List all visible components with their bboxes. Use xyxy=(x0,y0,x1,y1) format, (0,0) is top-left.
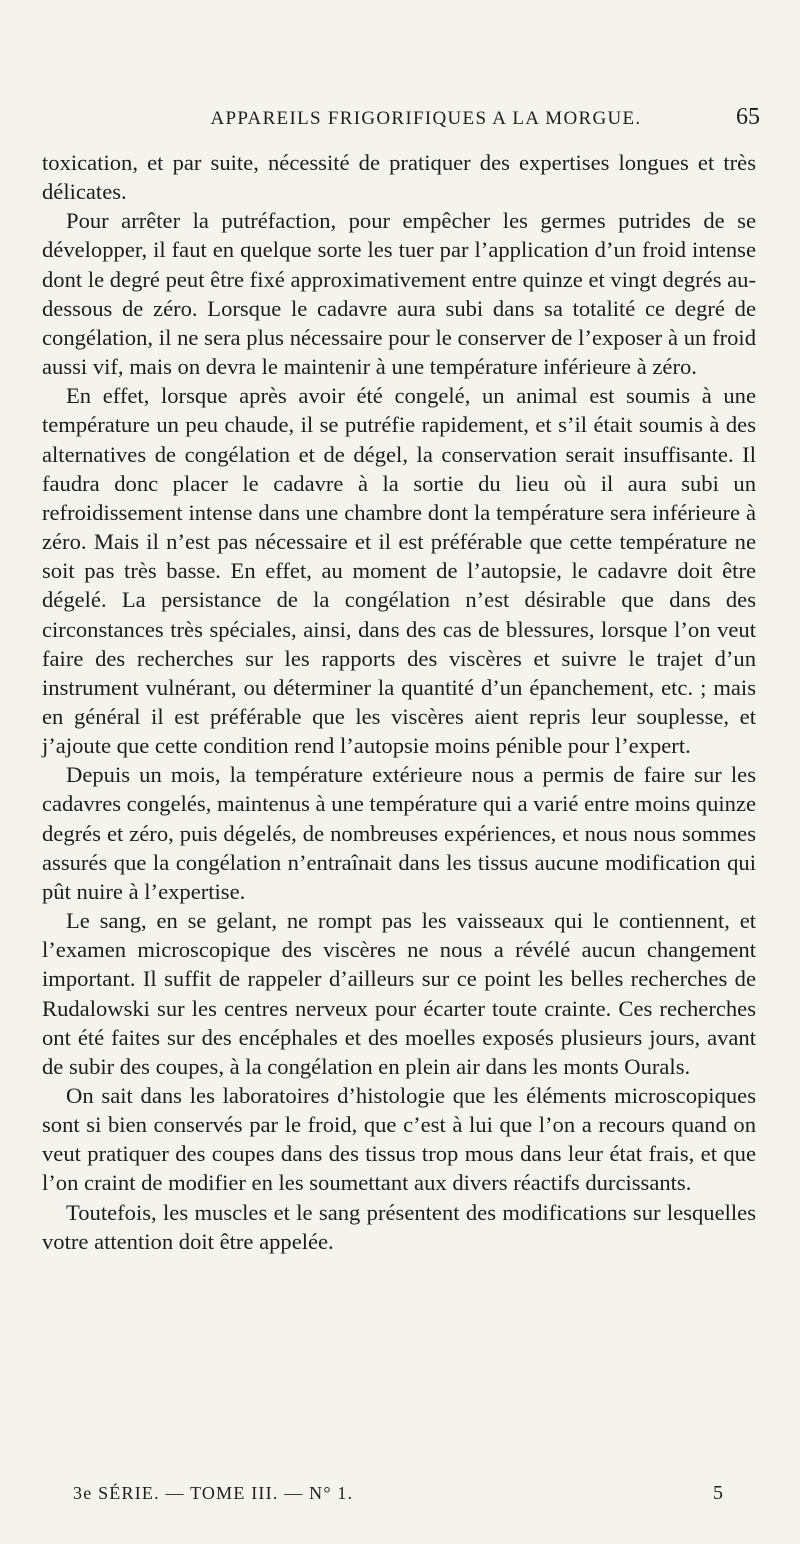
signature-mark: 5 xyxy=(713,1482,723,1504)
paragraph: Pour arrêter la putréfaction, pour empêcher les germes putrides de se développer, il faut en quelque sorte les tuer par l’application d’un froid intense dont le degré peut être fixé approximativement entre quinze et vingt degrés au-dessous de zéro. Lorsque le cadavre aura subi dans sa totalité ce degré de congélation, il ne sera plus nécessaire pour le conserver de l’exposer à un froid aussi vif, mais on devra le maintenir à une température inférieure à zéro. xyxy=(42,208,756,380)
paragraph: Le sang, en se gelant, ne rompt pas les vaisseaux qui le contiennent, et l’examen microscopique des viscères ne nous a révélé aucun changement important. Il suffit de rappeler d’ailleurs sur ce point les belles recherches de Rudalowski sur les centres nerveux pour écarter toute crainte. Ces recherches ont été faites sur des encéphales et des moelles exposés plusieurs jours, avant de subir des coupes, à la congélation en plein air dans les monts Ourals. xyxy=(42,908,756,1079)
body-text xyxy=(42,148,756,1256)
series-info: 3e SÉRIE. — TOME III. — N° 1. xyxy=(73,1483,354,1503)
running-header xyxy=(42,104,768,144)
paragraph: toxication, et par suite, nécessité de pratiquer des expertises longues et très délicates. xyxy=(42,150,756,205)
paragraph: En effet, lorsque après avoir été congelé, un animal est soumis à une température un peu chaude, il se putréfie rapidement, et s’il était soumis à des alternatives de congélation et de dégel, la conservation serait insuffisante. Il faudra donc placer le cadavre à la sortie du lieu où il aura subi un refroidissement intense dans une chambre dont la température sera inférieure à zéro. Mais il n’est pas nécessaire et il est préférable que cette température ne soit pas très basse. En effet, au moment de l’autopsie, le cadavre doit être dégelé. La persistance de la congélation n’est désirable que dans des circonstances très spéciales, ainsi, dans des cas de blessures, lorsque l’on veut faire des recherches sur les rapports des viscères et suivre le trajet d’un instrument vulnérant, ou déterminer la quantité d’un épanchement, etc. ; mais en général il est préférable que les viscères aient repris leur souplesse, et j’ajoute que cette condition rend l’autopsie moins pénible pour l’expert. xyxy=(42,383,756,759)
page-footer xyxy=(73,1483,723,1511)
paragraph: Toutefois, les muscles et le sang présentent des modifications sur lesquelles votre attention doit être appelée. xyxy=(42,1199,756,1254)
page-number: 65 xyxy=(736,104,760,130)
paragraph: Depuis un mois, la température extérieure nous a permis de faire sur les cadavres congelés, maintenus à une température qui a varié entre moins quinze degrés et zéro, puis dégelés, de nombreuses expériences, et nous nous sommes assurés que la congélation n’entraînait dans les tissus aucune modification qui pût nuire à l’expertise. xyxy=(42,762,756,904)
running-title: APPAREILS FRIGORIFIQUES A LA MORGUE. xyxy=(210,108,642,129)
paragraph: On sait dans les laboratoires d’histologie que les éléments microscopiques sont si bien conservés par le froid, que c’est à lui que l’on a recours quand on veut pratiquer des coupes dans des tissus trop mous dans leur état frais, et que l’on craint de modifier en les soumettant aux divers réactifs durcissants. xyxy=(42,1083,756,1196)
